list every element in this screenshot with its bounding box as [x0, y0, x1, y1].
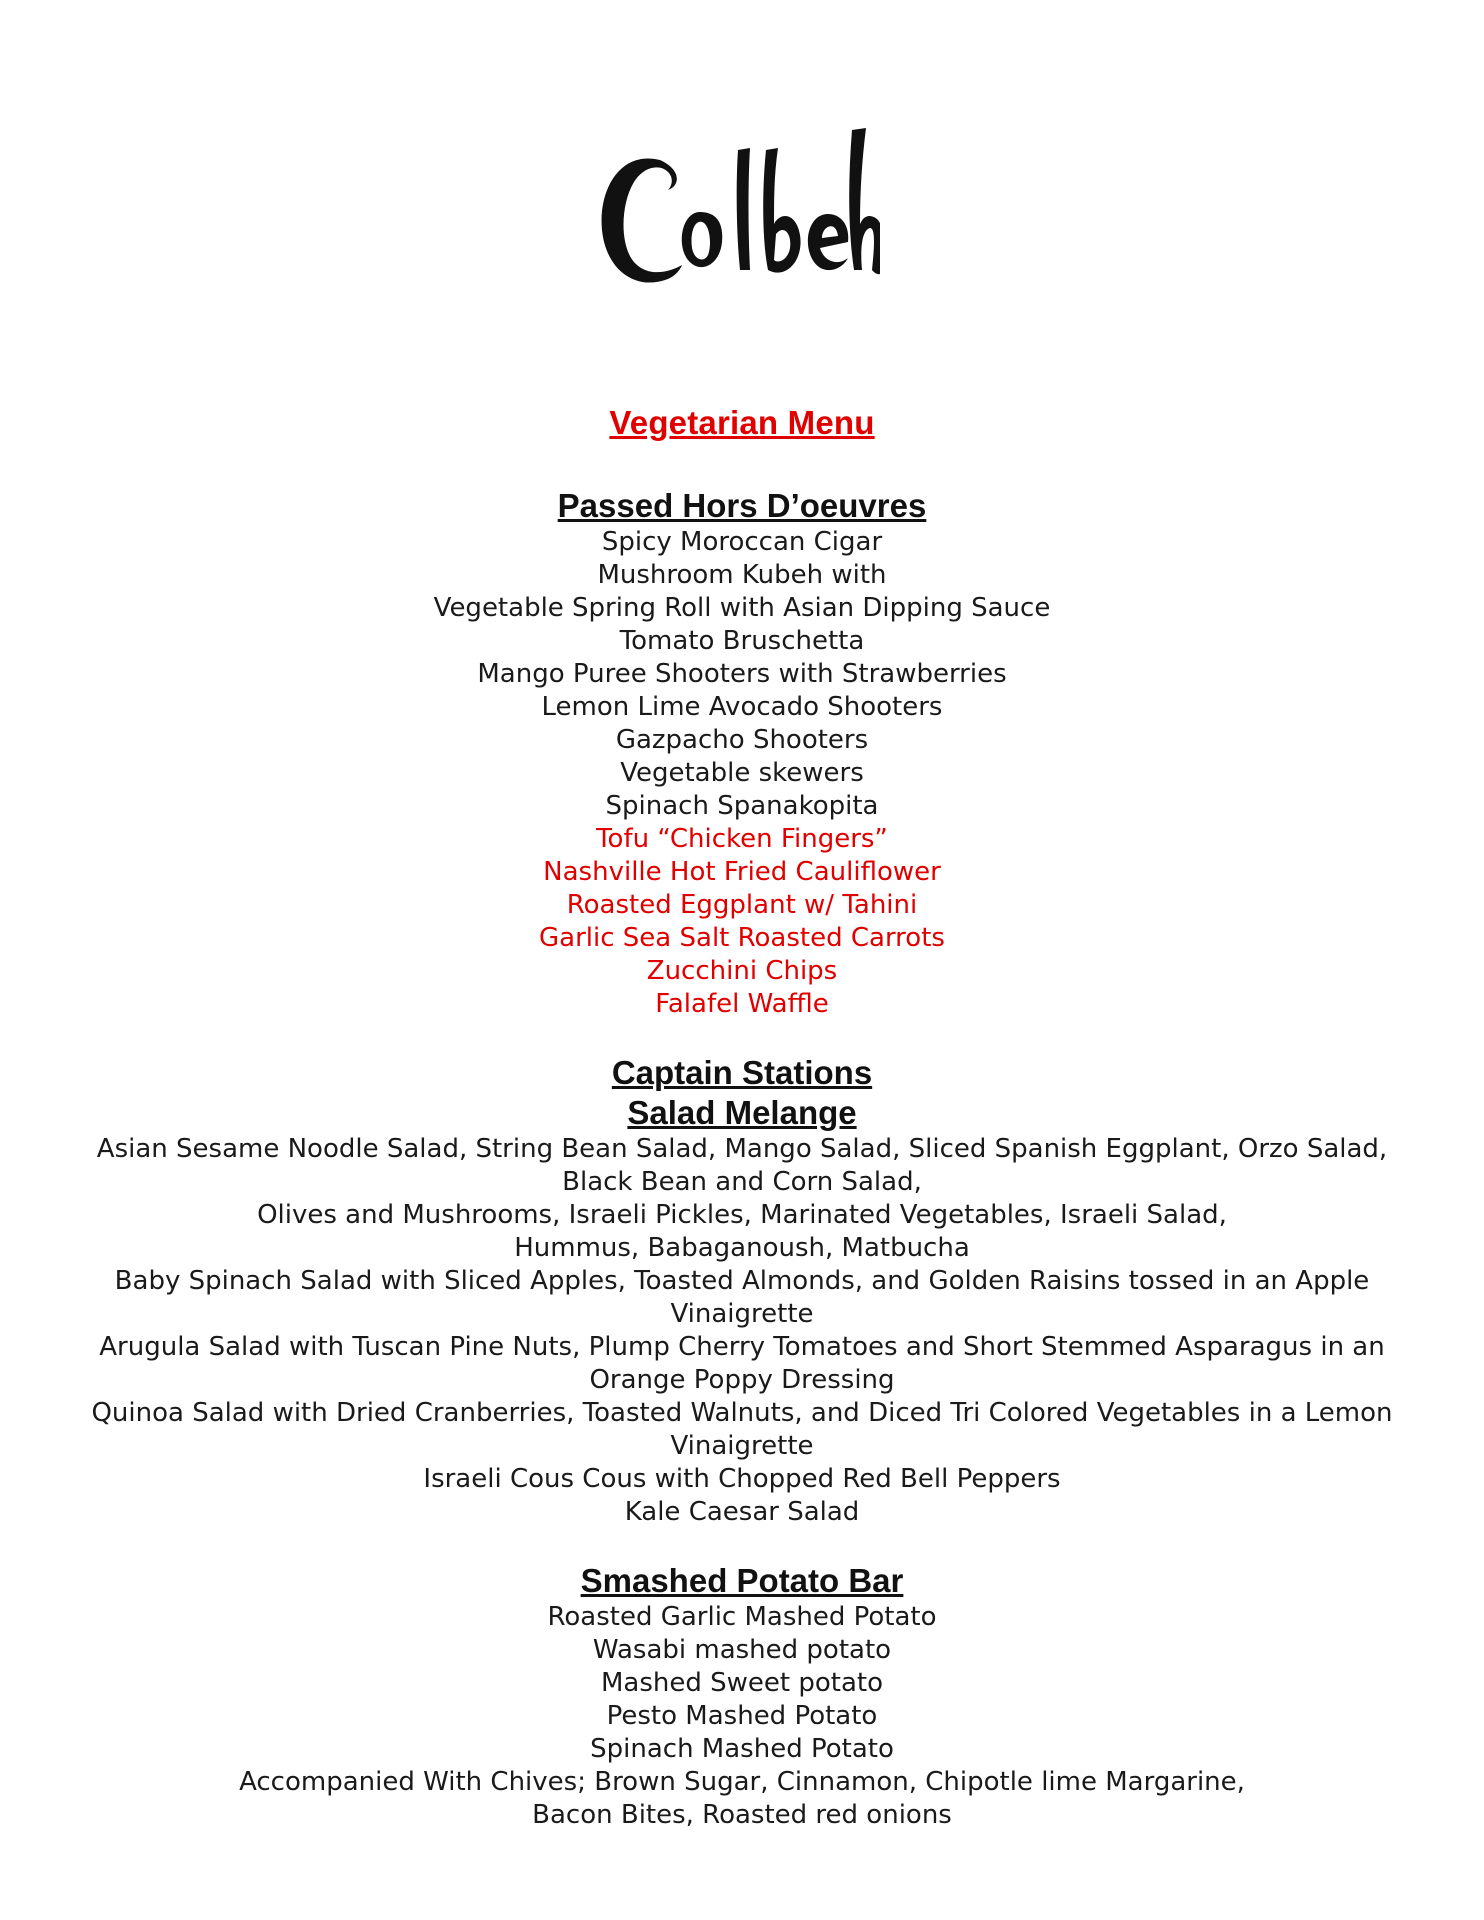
- list-item: Pesto Mashed Potato: [606, 1701, 878, 1731]
- list-item: Mushroom Kubeh with: [597, 560, 887, 590]
- list-item: Asian Sesame Noodle Salad, String Bean Salad, Mango Salad, Sliced Spanish Eggplant, Orzo Salad,: [96, 1134, 1388, 1164]
- section-subheading-salad: Salad Melange: [627, 1094, 857, 1131]
- list-item: Olives and Mushrooms, Israeli Pickles, Marinated Vegetables, Israeli Salad,: [257, 1200, 1227, 1230]
- list-item: Mashed Sweet potato: [600, 1668, 883, 1698]
- list-item: Mango Puree Shooters with Strawberries: [477, 659, 1007, 689]
- list-item-new: Garlic Sea Salt Roasted Carrots: [539, 923, 945, 953]
- list-item: Vinaigrette: [670, 1431, 814, 1461]
- list-item: Vegetable Spring Roll with Asian Dipping Sauce: [433, 593, 1051, 623]
- section-heading-hors: Passed Hors D’oeuvres: [557, 487, 927, 524]
- section-heading-potato: Smashed Potato Bar: [580, 1562, 904, 1599]
- list-item: Quinoa Salad with Dried Cranberries, Toasted Walnuts, and Diced Tri Colored Vegetables in a Lemon: [91, 1398, 1393, 1428]
- colbeh-logo-mark: [590, 120, 880, 320]
- list-item: Tomato Bruschetta: [619, 626, 865, 656]
- section-spacer: [80, 1021, 1404, 1053]
- list-item-new: Nashville Hot Fried Cauliflower: [543, 857, 941, 887]
- list-item: Hummus, Babaganoush, Matbucha: [514, 1233, 970, 1263]
- list-item: Accompanied With Chives; Brown Sugar, Cinnamon, Chipotle lime Margarine,: [239, 1767, 1245, 1797]
- list-item-new: Zucchini Chips: [646, 956, 838, 986]
- list-item: Gazpacho Shooters: [615, 725, 869, 755]
- list-item: Kale Caesar Salad: [624, 1497, 860, 1527]
- list-item: Baby Spinach Salad with Sliced Apples, Toasted Almonds, and Golden Raisins tossed in an Apple: [114, 1266, 1370, 1296]
- list-item: Wasabi mashed potato: [592, 1635, 892, 1665]
- list-item: Bacon Bites, Roasted red onions: [532, 1800, 952, 1830]
- menu-content: [80, 486, 1404, 1832]
- section-heading-captain: Captain Stations: [611, 1054, 873, 1091]
- list-item: Israeli Cous Cous with Chopped Red Bell Peppers: [423, 1464, 1061, 1494]
- list-item: Spicy Moroccan Cigar: [601, 527, 883, 557]
- list-item: Vinaigrette: [670, 1299, 814, 1329]
- list-item: Orange Poppy Dressing: [589, 1365, 895, 1395]
- list-item: Vegetable skewers: [620, 758, 864, 788]
- section-spacer: [80, 1529, 1404, 1561]
- list-item: Spinach Spanakopita: [605, 791, 879, 821]
- list-item-new: Tofu “Chicken Fingers”: [596, 824, 888, 854]
- list-item-new: Roasted Eggplant w/ Tahini: [566, 890, 918, 920]
- list-item: Arugula Salad with Tuscan Pine Nuts, Plump Cherry Tomatoes and Short Stemmed Asparagus in an: [99, 1332, 1385, 1362]
- list-item: Spinach Mashed Potato: [590, 1734, 894, 1764]
- list-item: Black Bean and Corn Salad,: [562, 1167, 922, 1197]
- menu-title: Vegetarian Menu: [609, 404, 875, 441]
- list-item-new: Falafel Waffle: [655, 989, 829, 1019]
- list-item: Roasted Garlic Mashed Potato: [547, 1602, 937, 1632]
- colbeh-logo: [590, 120, 880, 320]
- list-item: Lemon Lime Avocado Shooters: [541, 692, 943, 722]
